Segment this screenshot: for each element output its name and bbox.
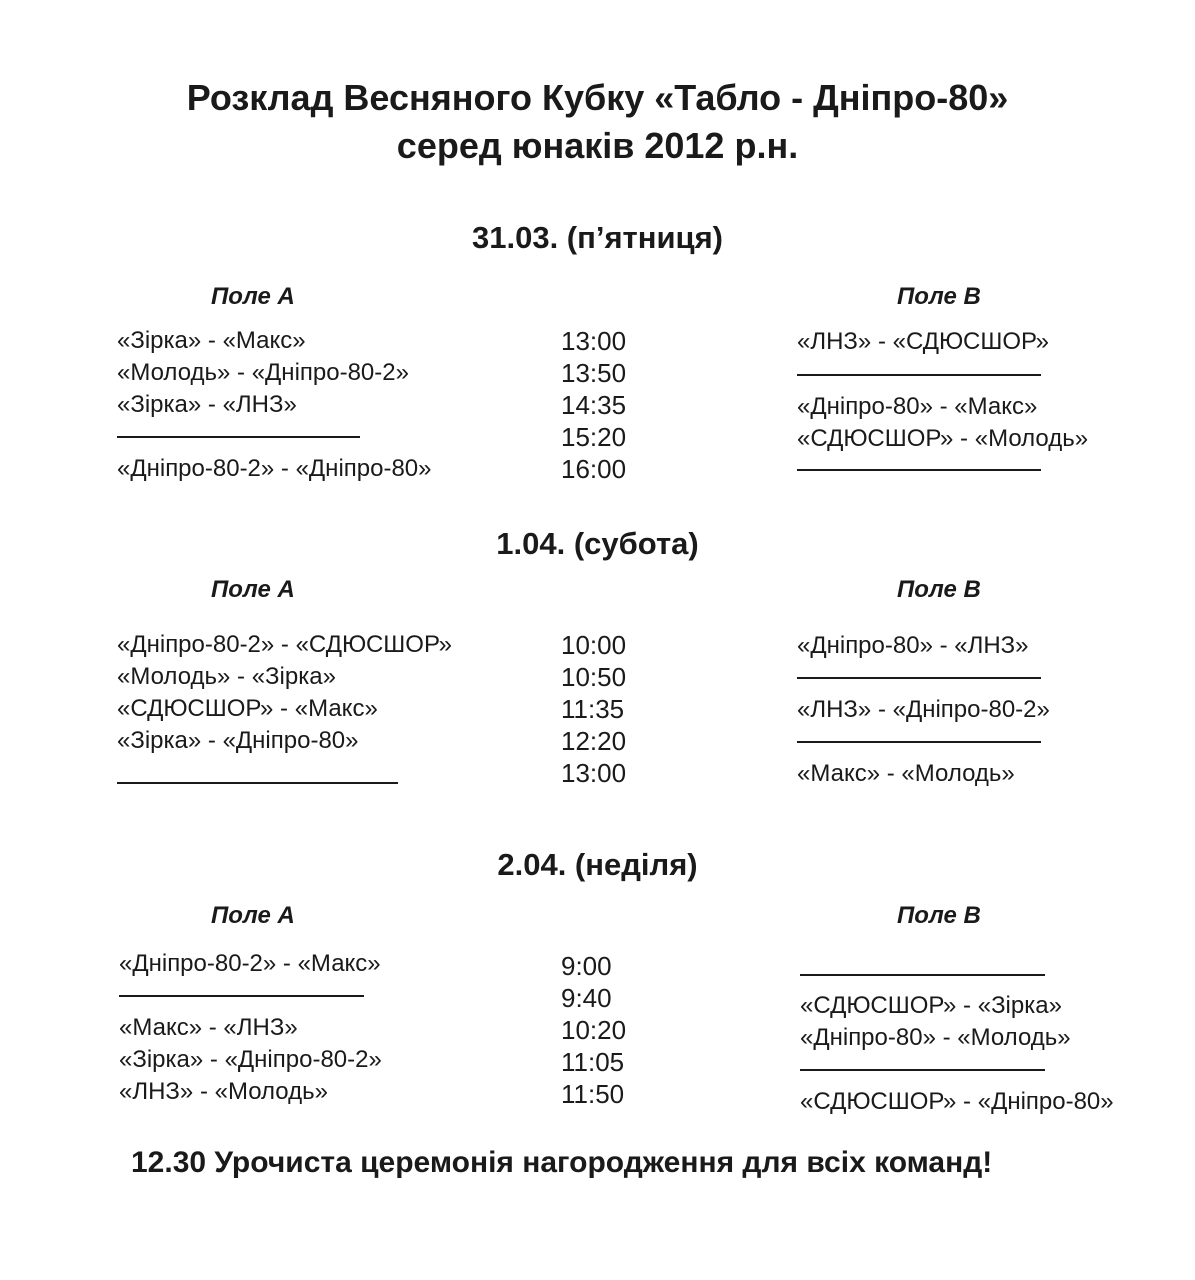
day-3-time-4: 11:05: [561, 1047, 625, 1077]
day-3-b-empty-slot-2: [800, 1069, 1045, 1071]
day-2-field-b-label: Поле В: [897, 576, 981, 603]
day-3-time-3: 10:20: [561, 1015, 627, 1045]
day-2-time-1: 10:00: [561, 630, 627, 660]
day-1-b-match-3: «Дніпро-80» - «Макс»: [797, 393, 1038, 420]
day-1-field-b-label: Поле В: [897, 283, 981, 310]
day-1-time-1: 13:00: [561, 326, 627, 356]
day-3-time-1: 9:00: [561, 951, 612, 981]
day-2-field-a-label: Поле А: [211, 576, 295, 603]
day-2-b-match-1: «Дніпро-80» - «ЛНЗ»: [797, 632, 1029, 659]
day-2-a-match-3: «СДЮСШОР» - «Макс»: [117, 695, 378, 722]
day-1-time-2: 13:50: [561, 358, 627, 388]
day-1-a-match-2: «Молодь» - «Дніпро-80-2»: [117, 359, 409, 386]
day-2-b-empty-slot-2: [797, 741, 1041, 743]
day-3-b-empty-slot-1: [800, 974, 1045, 976]
day-3-field-b-label: Поле В: [897, 902, 981, 929]
day-3-a-empty-slot: [119, 995, 364, 997]
day-3-time-5: 11:50: [561, 1079, 625, 1109]
day-1-b-match-1: «ЛНЗ» - «СДЮСШОР»: [797, 328, 1049, 355]
day-3-b-match-5: «СДЮСШОР» - «Дніпро-80»: [800, 1088, 1114, 1115]
day-1-a-match-5: «Дніпро-80-2» - «Дніпро-80»: [117, 455, 432, 482]
day-2-time-4: 12:20: [561, 726, 627, 756]
day-1-a-match-3: «Зірка» - «ЛНЗ»: [117, 391, 297, 418]
day-1-field-a-label: Поле А: [211, 283, 295, 310]
day-2-time-2: 10:50: [561, 662, 627, 692]
day-2-time-3: 11:35: [561, 694, 625, 724]
day-2-heading: 1.04. (субота): [496, 526, 699, 561]
day-2-b-match-5: «Макс» - «Молодь»: [797, 760, 1015, 787]
day-2-b-match-3: «ЛНЗ» - «Дніпро-80-2»: [797, 696, 1050, 723]
day-2-a-empty-slot: [117, 782, 398, 784]
schedule-title: Розклад Весняного Кубку «Табло - Дніпро-80»: [186, 77, 1009, 118]
day-3-b-match-3: «Дніпро-80» - «Молодь»: [800, 1024, 1071, 1051]
day-2-a-match-4: «Зірка» - «Дніпро-80»: [117, 727, 359, 754]
day-3-field-a-label: Поле А: [211, 902, 295, 929]
day-1-time-3: 14:35: [561, 390, 627, 420]
day-3-a-match-3: «Макс» - «ЛНЗ»: [119, 1014, 298, 1041]
day-1-b-empty-slot-2: [797, 469, 1041, 471]
day-2-b-empty-slot-1: [797, 677, 1041, 679]
day-1-b-match-4: «СДЮСШОР» - «Молодь»: [797, 425, 1089, 452]
ceremony-note: 12.30 Урочиста церемонія нагородження для всіх команд!: [131, 1146, 993, 1179]
day-1-time-4: 15:20: [561, 422, 627, 452]
day-3-a-match-1: «Дніпро-80-2» - «Макс»: [119, 950, 381, 977]
day-1-heading: 31.03. (п’ятниця): [472, 220, 723, 255]
day-3-b-match-2: «СДЮСШОР» - «Зірка»: [800, 992, 1062, 1019]
day-2-a-match-2: «Молодь» - «Зірка»: [117, 663, 336, 690]
day-1-time-5: 16:00: [561, 454, 627, 484]
day-3-heading: 2.04. (неділя): [497, 847, 698, 882]
day-2-a-match-1: «Дніпро-80-2» - «СДЮСШОР»: [117, 631, 452, 658]
day-1-b-empty-slot-1: [797, 374, 1041, 376]
day-3-a-match-4: «Зірка» - «Дніпро-80-2»: [119, 1046, 382, 1073]
day-3-time-2: 9:40: [561, 983, 612, 1013]
day-3-a-match-5: «ЛНЗ» - «Молодь»: [119, 1078, 328, 1105]
day-1-a-match-1: «Зірка» - «Макс»: [117, 327, 306, 354]
day-2-time-5: 13:00: [561, 758, 627, 788]
schedule-subtitle: серед юнаків 2012 р.н.: [396, 125, 799, 166]
day-1-a-empty-slot: [117, 436, 360, 438]
